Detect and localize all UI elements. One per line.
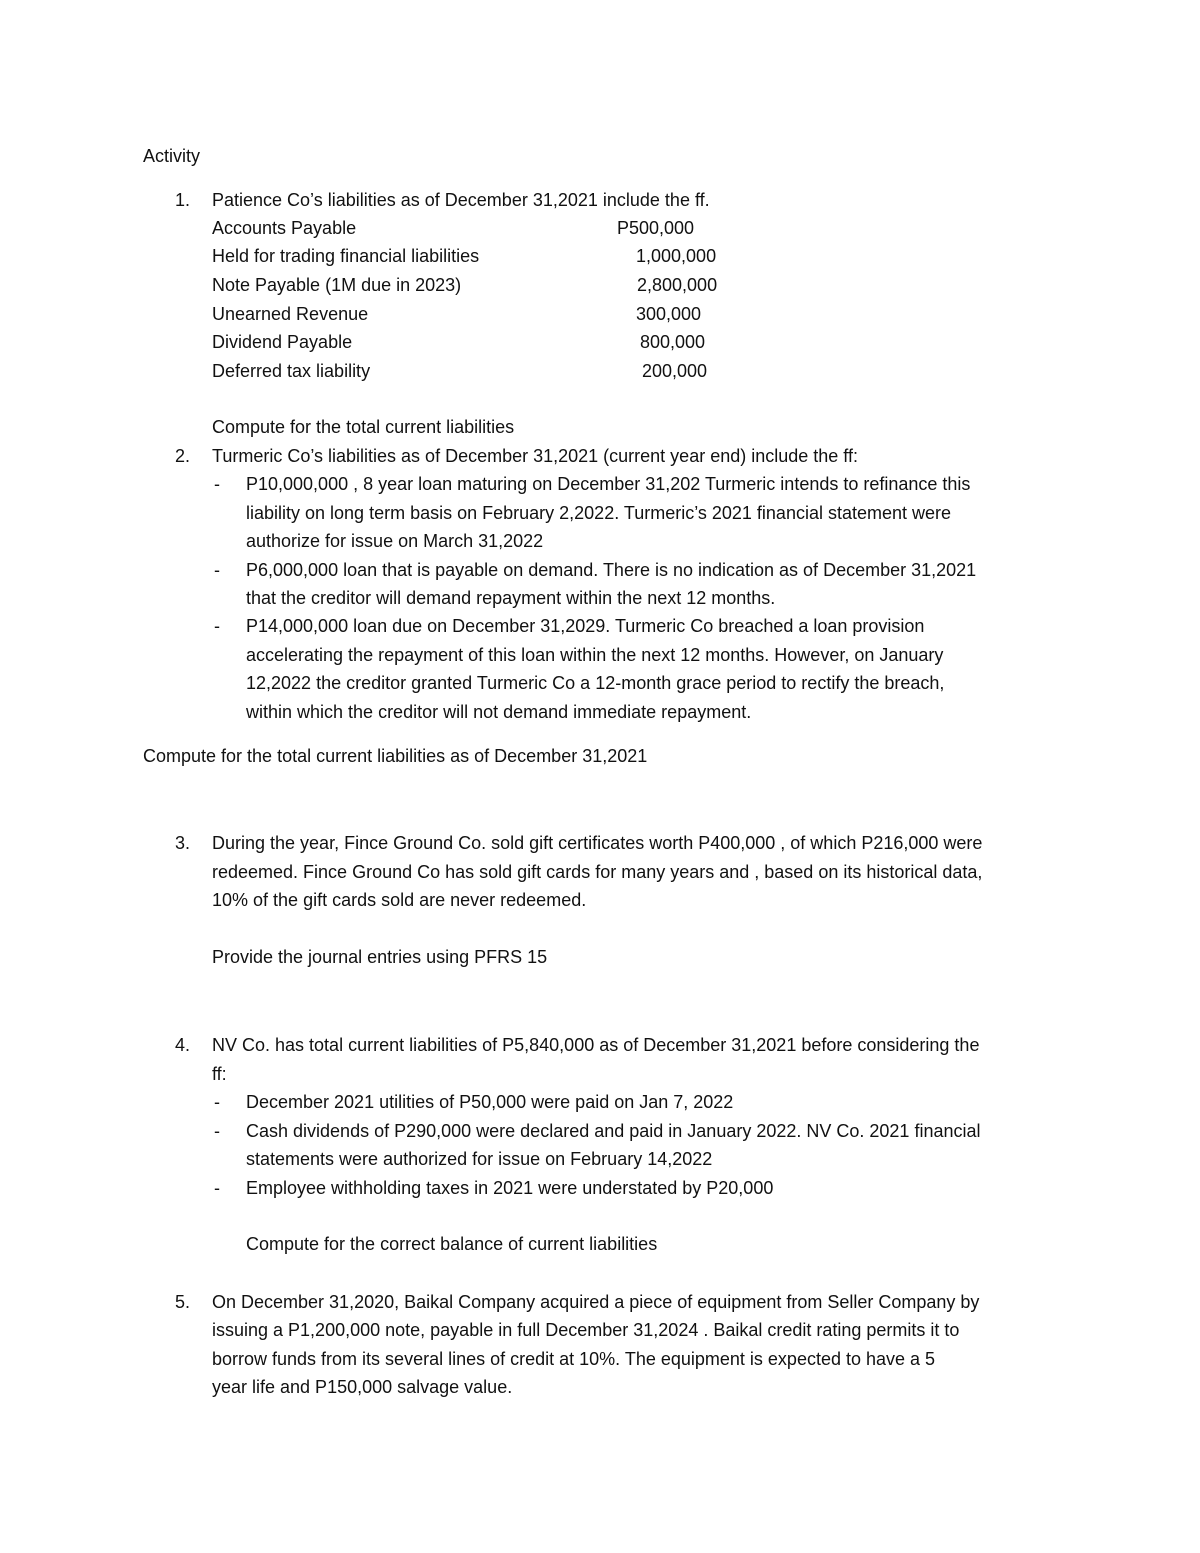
q2-intro: Turmeric Co’s liabilities as of December 31,2021 (current year end) include the ff: [212, 446, 858, 466]
q3-line: 10% of the gift cards sold are never redeemed. [212, 890, 587, 910]
q1-item-label: Unearned Revenue [212, 304, 369, 324]
q2-bullet-line: P6,000,000 loan that is payable on demand. There is no indication as of December 31,2021 [246, 560, 977, 580]
bullet-dash: - [214, 1178, 220, 1198]
q1-number: 1. [175, 190, 191, 210]
q4-bullet-line: Cash dividends of P290,000 were declared and paid in January 2022. NV Co. 2021 financial [246, 1121, 981, 1141]
q4-line: ff: [212, 1064, 227, 1084]
q4-instruction: Compute for the correct balance of current liabilities [246, 1234, 658, 1254]
bullet-dash: - [214, 1092, 220, 1112]
q1-item-label: Deferred tax liability [212, 361, 371, 381]
q5-line: On December 31,2020, Baikal Company acquired a piece of equipment from Seller Company by [212, 1292, 980, 1312]
q2-instruction: Compute for the total current liabilities as of December 31,2021 [143, 746, 648, 766]
q1-item-amount: 800,000 [640, 332, 706, 352]
q1-item-amount: 2,800,000 [637, 275, 718, 295]
q1-item-amount: P500,000 [617, 218, 695, 238]
q4-number: 4. [175, 1035, 191, 1055]
bullet-dash: - [214, 616, 220, 636]
q2-number: 2. [175, 446, 191, 466]
q1-item-label: Accounts Payable [212, 218, 357, 238]
q2-bullet-line: within which the creditor will not demand immediate repayment. [246, 702, 752, 722]
q3-number: 3. [175, 833, 191, 853]
q2-bullet-line: that the creditor will demand repayment within the next 12 months. [246, 588, 776, 608]
q5-number: 5. [175, 1292, 191, 1312]
q2-bullet-line: authorize for issue on March 31,2022 [246, 531, 544, 551]
q3-line: During the year, Fince Ground Co. sold gift certificates worth P400,000 , of which P216,000 were [212, 833, 983, 853]
q5-line: issuing a P1,200,000 note, payable in full December 31,2024 . Baikal credit rating permits it to [212, 1320, 960, 1340]
q1-item-label: Dividend Payable [212, 332, 353, 352]
q1-intro: Patience Co’s liabilities as of December 31,2021 include the ff. [212, 190, 710, 210]
document-title: Activity [143, 146, 201, 166]
q4-bullet-line: December 2021 utilities of P50,000 were paid on Jan 7, 2022 [246, 1092, 734, 1112]
q2-bullet-line: P14,000,000 loan due on December 31,2029. Turmeric Co breached a loan provision [246, 616, 925, 636]
q3-line: redeemed. Fince Ground Co has sold gift cards for many years and , based on its historical data, [212, 862, 983, 882]
q5-line: year life and P150,000 salvage value. [212, 1377, 513, 1397]
q1-item-label: Note Payable (1M due in 2023) [212, 275, 462, 295]
q5-line: borrow funds from its several lines of credit at 10%. The equipment is expected to have a 5 [212, 1349, 936, 1369]
q1-item-amount: 200,000 [642, 361, 708, 381]
q1-item-amount: 1,000,000 [636, 246, 717, 266]
q1-item-amount: 300,000 [636, 304, 702, 324]
bullet-dash: - [214, 1121, 220, 1141]
bullet-dash: - [214, 560, 220, 580]
q2-bullet-line: 12,2022 the creditor granted Turmeric Co a 12-month grace period to rectify the breach, [246, 673, 945, 693]
q4-bullet-line: Employee withholding taxes in 2021 were understated by P20,000 [246, 1178, 774, 1198]
q2-bullet-line: P10,000,000 , 8 year loan maturing on December 31,202 Turmeric intends to refinance this [246, 474, 971, 494]
q3-instruction: Provide the journal entries using PFRS 15 [212, 947, 548, 967]
q2-bullet-line: accelerating the repayment of this loan within the next 12 months. However, on January [246, 645, 944, 665]
q1-item-label: Held for trading financial liabilities [212, 246, 480, 266]
q4-line: NV Co. has total current liabilities of P5,840,000 as of December 31,2021 before considering the [212, 1035, 980, 1055]
bullet-dash: - [214, 474, 220, 494]
q1-instruction: Compute for the total current liabilities [212, 417, 515, 437]
q2-bullet-line: liability on long term basis on February 2,2022. Turmeric’s 2021 financial statement were [246, 503, 952, 523]
q4-bullet-line: statements were authorized for issue on February 14,2022 [246, 1149, 713, 1169]
